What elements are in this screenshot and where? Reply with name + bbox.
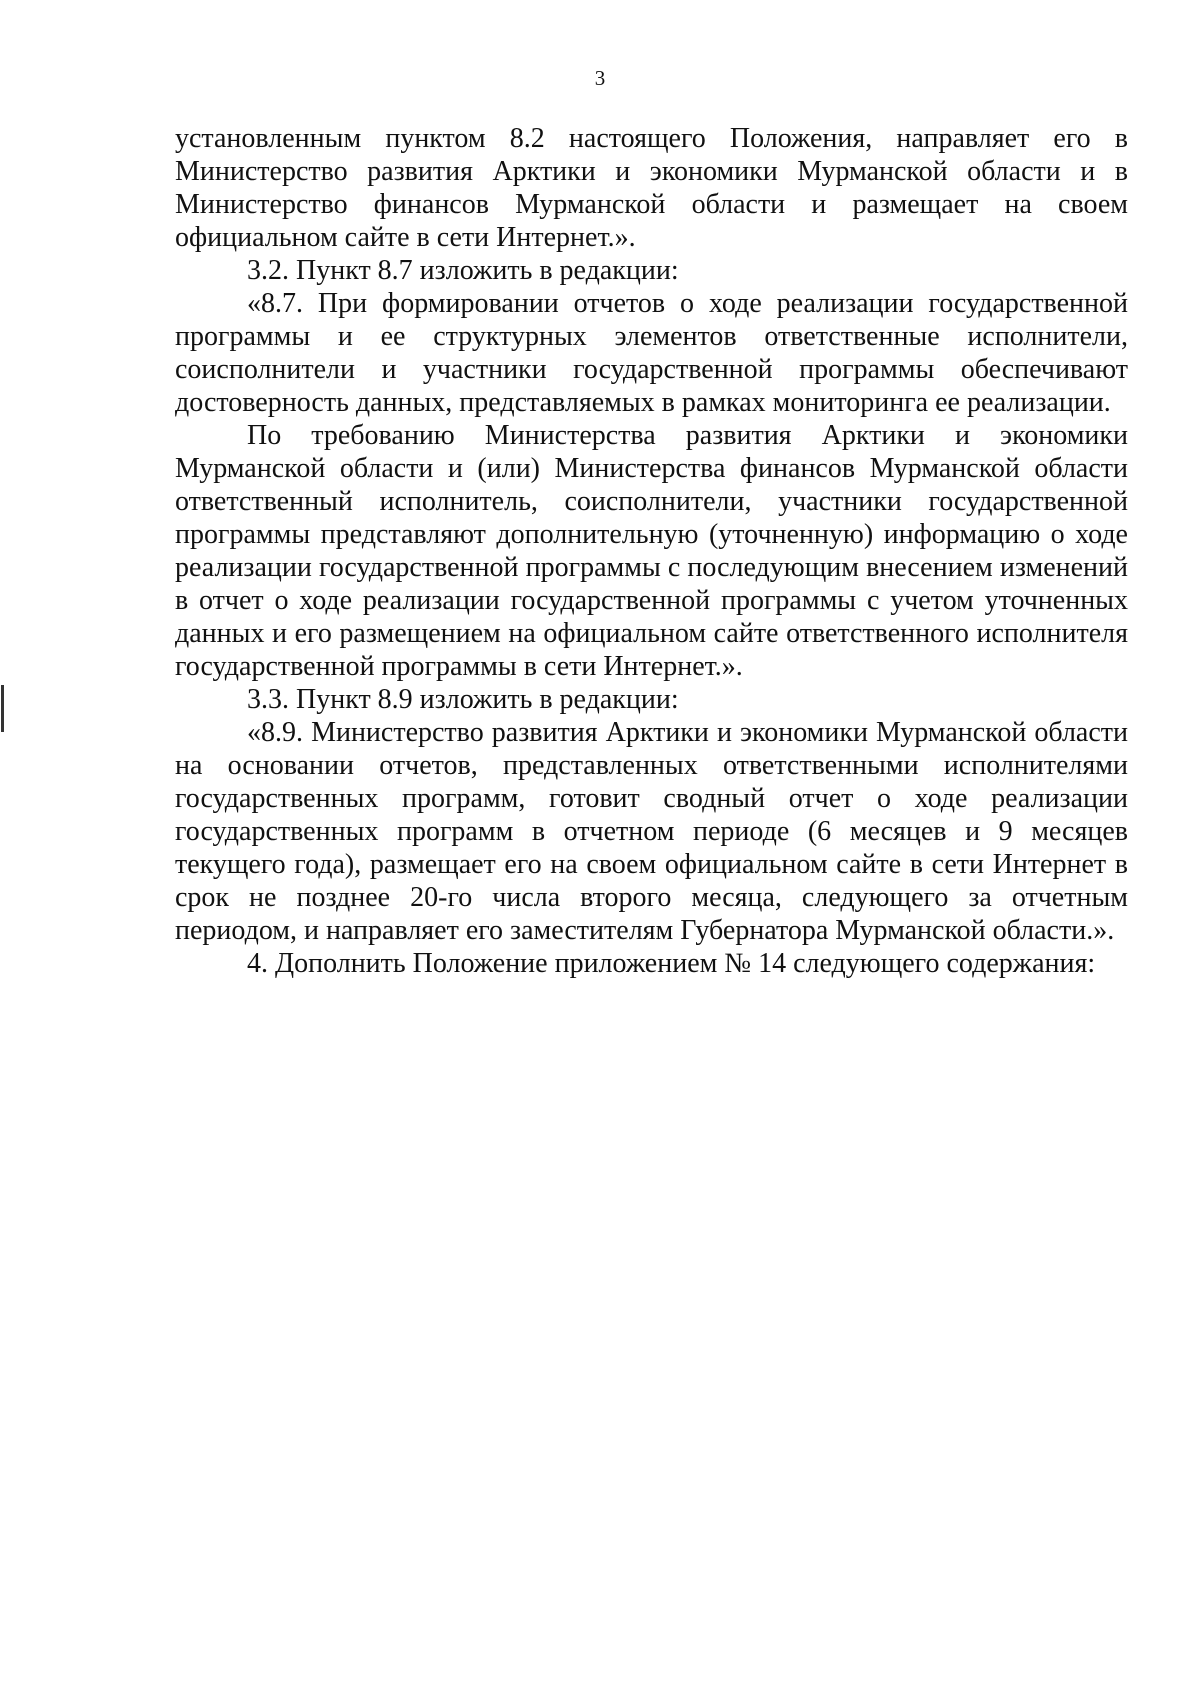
paragraph-item-3-2: 3.2. Пункт 8.7 изложить в редакции: [247,255,679,286]
page-number: 3 [594,66,606,90]
paragraph-continuation-8-2: установленным пунктом 8.2 настоящего Положения, направляет его в Министерство развития Арктики и экономики Мурманской области и в Министерство финансов Мурманской области и размещает на своем официальном сайте в сети Интернет.». [175,123,1128,253]
paragraph-clause-8-7: «8.7. При формировании отчетов о ходе реализации государственной программы и ее структурных элементов ответственные исполнители, соисполнители и участники государственной программы обеспечивают достоверность данных, представляемых в рамках мониторинга ее реализации. [175,288,1128,418]
paragraph-clause-8-7-continued: По требованию Министерства развития Арктики и экономики Мурманской области и (или) Министерства финансов Мурманской области ответственный исполнитель, соисполнители, участники государственной программы представляют дополнительную (уточненную) информацию о ходе реализации государственной программы с последующим внесением изменений в отчет о ходе реализации государственной программы с учетом уточненных данных и его размещением на официальном сайте ответственного исполнителя государственной программы в сети Интернет.». [175,420,1128,682]
paragraph-clause-8-9: «8.9. Министерство развития Арктики и экономики Мурманской области на основании отчетов, представленных ответственными исполнителями государственных программ, готовит сводный отчет о ходе реализации государственных программ в отчетном периоде (6 месяцев и 9 месяцев текущего года), размещает его на своем официальном сайте в сети Интернет в срок не позднее 20-го числа второго месяца, следующего за отчетным периодом, и направляет его заместителям Губернатора Мурманской области.». [175,717,1128,946]
paragraph-item-3-3: 3.3. Пункт 8.9 изложить в редакции: [247,684,679,715]
paragraph-item-4: 4. Дополнить Положение приложением № 14 следующего содержания: [247,948,1096,979]
document-body [175,122,1128,980]
scan-binding-mark [1,685,4,732]
